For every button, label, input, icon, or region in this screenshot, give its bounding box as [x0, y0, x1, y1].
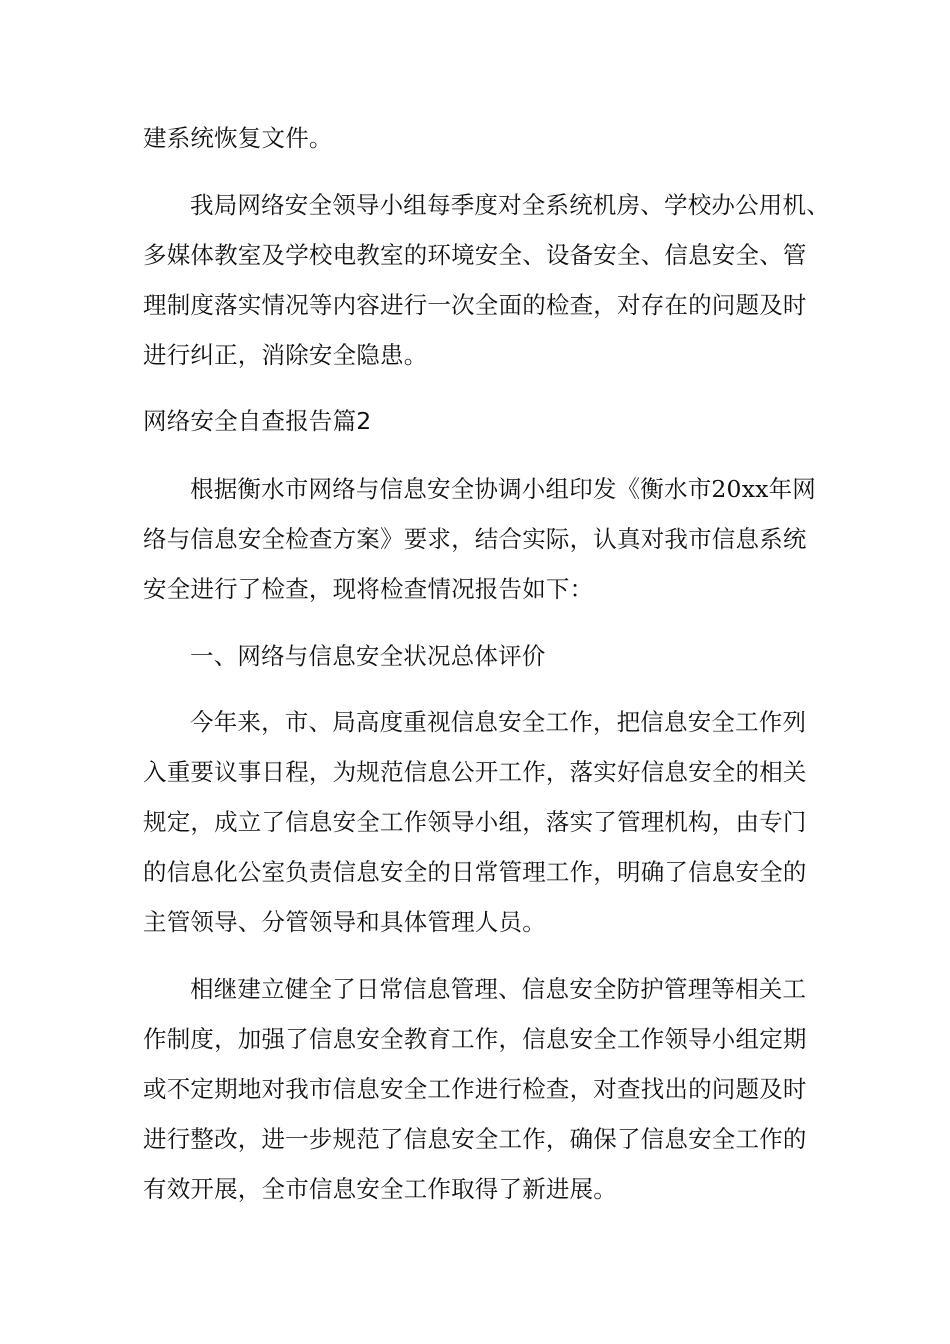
text-line: 建系统恢复文件。 — [143, 124, 333, 152]
paragraph-first-line: 我局网络安全领导小组每季度对全系统机房、学校办公用机、 — [190, 191, 830, 219]
text-line: 主管领导、分管领导和具体管理人员。 — [143, 908, 546, 936]
text-line: 入重要议事日程，为规范信息公开工作，落实好信息安全的相关 — [143, 758, 807, 786]
text-line: 的信息化公室负责信息安全的日常管理工作，明确了信息安全的 — [143, 858, 807, 886]
paragraph-first-line: 今年来，市、局高度重视信息安全工作，把信息安全工作列 — [190, 708, 807, 736]
paragraph-first-line: 根据衡水市网络与信息安全协调小组印发《衡水市20xx年网 — [190, 475, 817, 503]
paragraph-first-line: 相继建立健全了日常信息管理、信息安全防护管理等相关工 — [190, 975, 807, 1003]
text-line: 进行整改，进一步规范了信息安全工作，确保了信息安全工作的 — [143, 1125, 807, 1153]
subsection-heading: 一、网络与信息安全状况总体评价 — [190, 642, 546, 670]
text-line: 多媒体教室及学校电教室的环境安全、设备安全、信息安全、管 — [143, 241, 807, 269]
text-line: 或不定期地对我市信息安全工作进行检查，对查找出的问题及时 — [143, 1075, 807, 1103]
section-heading: 网络安全自查报告篇2 — [143, 407, 372, 435]
text-line: 作制度，加强了信息安全教育工作，信息安全工作领导小组定期 — [143, 1025, 807, 1053]
text-line: 安全进行了检查，现将检查情况报告如下： — [143, 575, 594, 603]
text-line: 理制度落实情况等内容进行一次全面的检查，对存在的问题及时 — [143, 291, 807, 319]
text-line: 进行纠正，消除安全隐患。 — [143, 341, 428, 369]
text-line: 络与信息安全检查方案》要求，结合实际，认真对我市信息系统 — [143, 525, 807, 553]
text-line: 有效开展，全市信息安全工作取得了新进展。 — [143, 1175, 617, 1203]
text-line: 规定，成立了信息安全工作领导小组，落实了管理机构，由专门 — [143, 808, 807, 836]
